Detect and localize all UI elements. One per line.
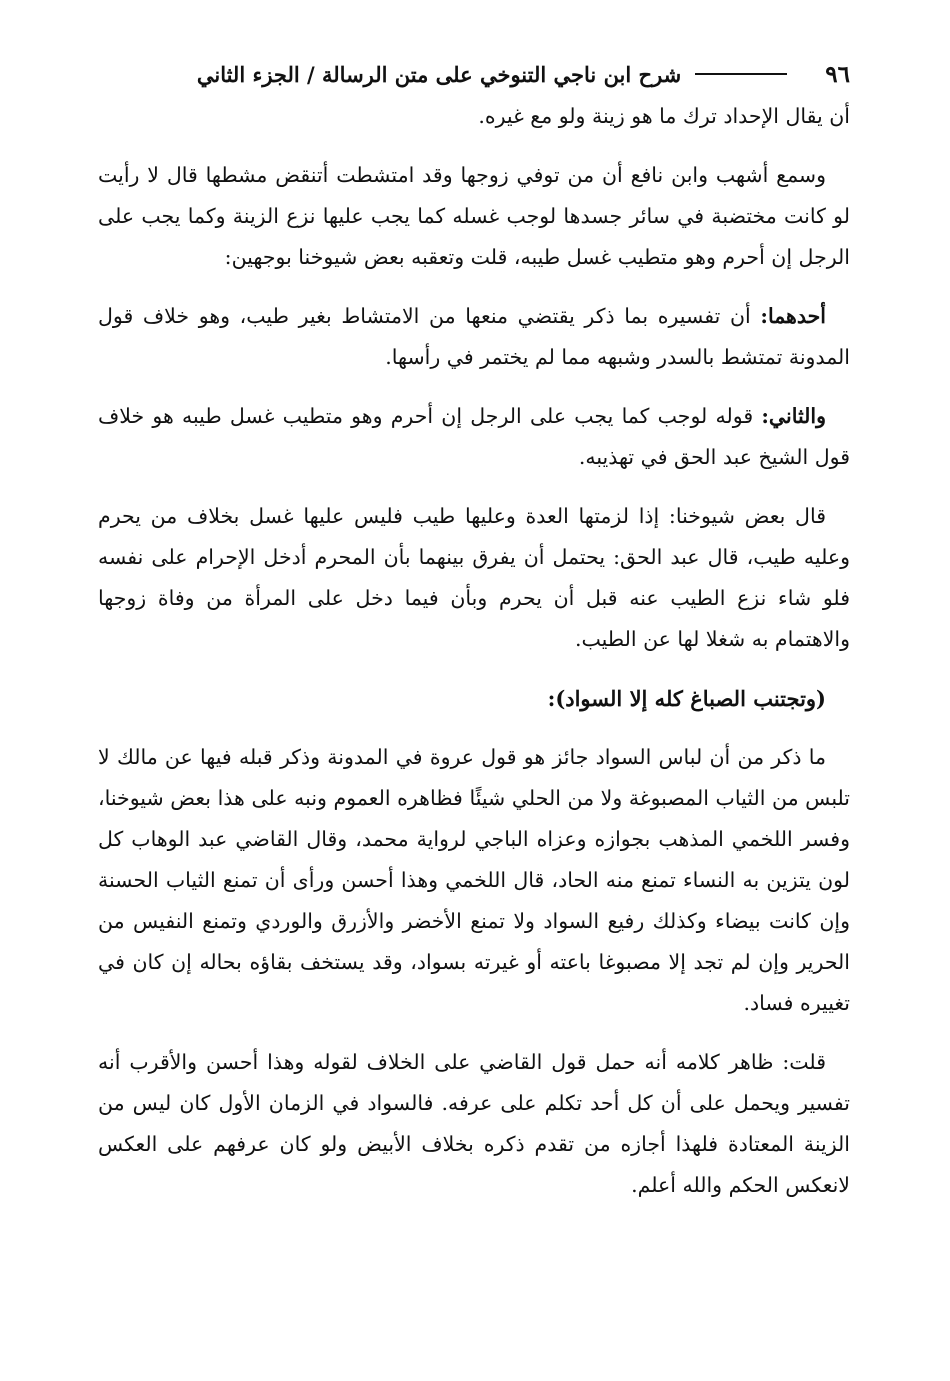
paragraph-black-clothing: ما ذكر من أن لباس السواد جائز هو قول عروة في المدونة وذكر قبله فيها عن مالك لا تلبس من الثياب المصبوغة ولا من الحلي شيئًا فظاهره العموم ونبه على هذا بعض شيوخنا، وفسر اللخمي المذهب بجوازه وعزاه الباجي لرواية محمد، وقال القاضي عبد الوهاب كل لون يتزين به النساء تمنع منه الحاد، قال اللخمي وهذا أحسن ورأى أن تمنع الثياب الحسنة وإن كانت بيضاء وكذلك رفيع السواد ولا تمنع الأخضر والأزرق والوردي وتمنع النفيس من الحرير وإن لم تجد إلا مصبوغا باعته أو غيرته بسواد، وقد يستخف بقاؤه بحاله إن كان في تغييره فساد. [98,745,850,1015]
second-objection-text: قوله لوجب كما يجب على الرجل إن أحرم وهو متطيب غسل طيبه هو خلاف قول الشيخ عبد الحق في تهذيبه. [98,404,850,469]
running-title: شرح ابن ناجي التنوخي على متن الرسالة / الجزء الثاني [196,61,682,87]
page [98,52,850,1206]
spacer [98,660,850,678]
spacer [98,478,850,496]
spacer [98,278,850,296]
paragraph-ashhab: وسمع أشهب وابن نافع أن من توفي زوجها وقد امتشطت أتنقض مشطها قال لا رأيت لو كانت مختضبة في سائر جسدها لوجب غسله كما يجب عليها نزع الزينة وكما يجب على الرجل إن أحرم وهو متطيب غسل طيبه، قلت وتعقبه بعض شيوخنا بوجهين: [98,163,850,269]
spacer [98,137,850,155]
first-objection-text: أن تفسيره بما ذكر يقتضي منعها من الامتشاط بغير طيب، وهو خلاف قول المدونة تمتشط بالسدر وشبهه مما لم يختمر في رأسها. [98,304,850,369]
paragraph-second-objection [98,396,850,478]
spacer [98,378,850,396]
header-rule [695,73,787,75]
paragraph-conclusion: قلت: ظاهر كلامه أنه حمل قول القاضي على الخلاف لقوله وهذا أحسن والأقرب أنه تفسير ويحمل على أن كل أحد تكلم على عرفه. فالسواد في الزمان الأول كان ليس من الزينة المعتادة فلهذا أجازه من تقدم ذكره بخلاف الأبيض ولو كان عرفهم على العكس لانعكس الحكم والله أعلم. [98,1050,850,1197]
spacer [98,719,850,737]
second-objection-lead: والثاني: [761,404,826,428]
spacer [98,1024,850,1042]
paragraph-some-shaykhs: قال بعض شيوخنا: إذا لزمتها العدة وعليها طيب فليس عليها غسل بخلاف من يحرم وعليه طيب، قال عبد الحق: يحتمل أن يفرق بينهما بأن المحرم أدخل الإحرام على نفسه فلو شاء نزع الطيب عنه قبل أن يحرم وبأن فيما دخل على المرأة من وفاة زوجها والاهتمام به شغلا لها عن الطيب. [98,504,850,651]
paragraph-first-objection [98,296,850,378]
section-heading: (وتجتنب الصباغ كله إلا السواد): [547,686,826,711]
page-number: ٩٦ [825,60,850,88]
first-objection-lead: أحدهما: [760,304,826,328]
paragraph-continuation: أن يقال الإحداد ترك ما هو زينة ولو مع غيره. [478,104,850,128]
page-header [98,52,850,96]
